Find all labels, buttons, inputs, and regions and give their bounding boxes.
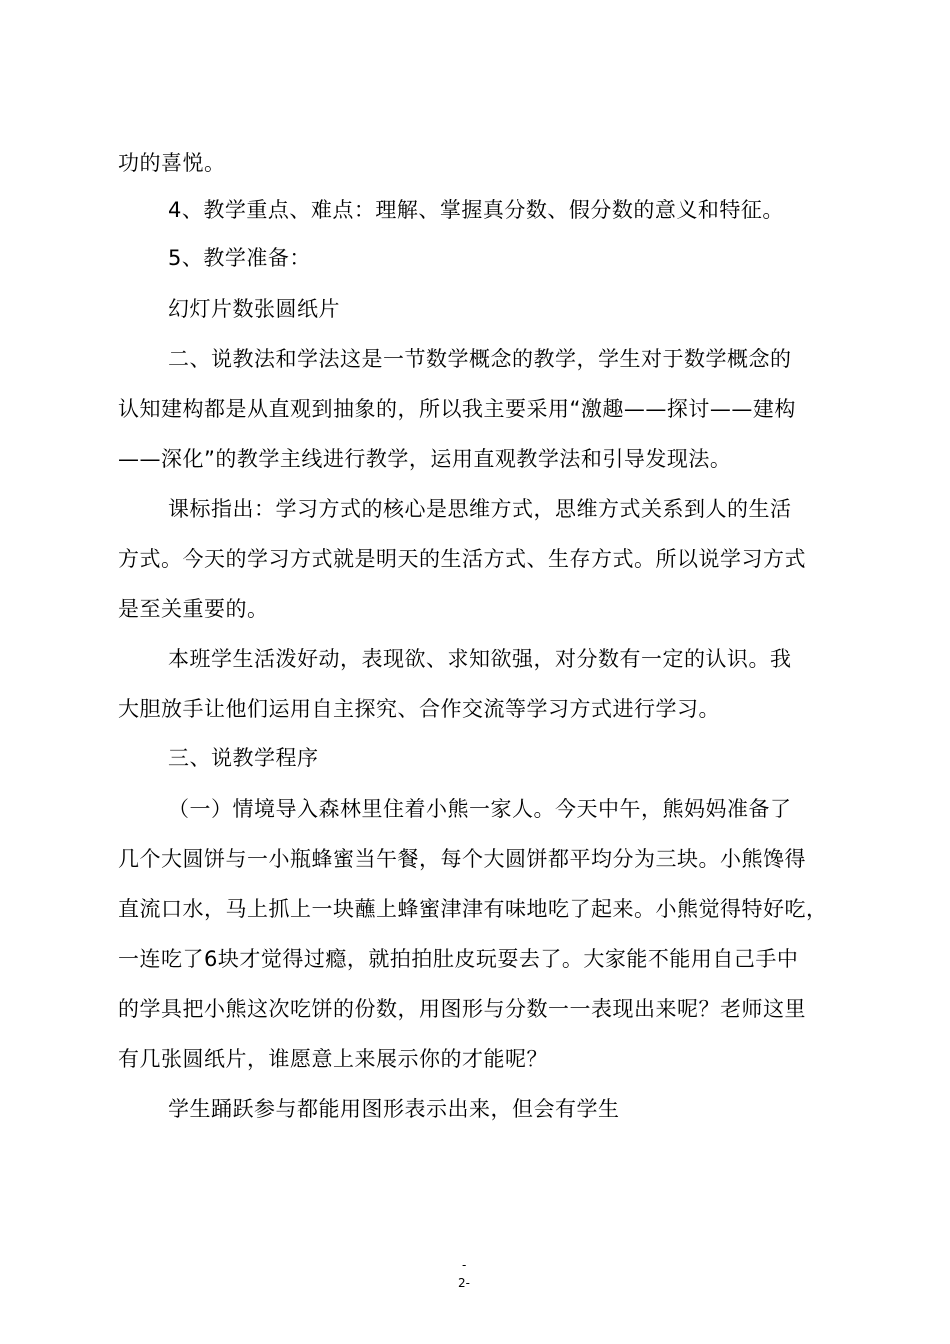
text-line: （一）情境导入森林里住着小熊一家人。今天中午，熊妈妈准备了 bbox=[168, 797, 792, 821]
text-line: 直流口水，马上抓上一块蘸上蜂蜜津津有味地吃了起来。小熊觉得特好吃， bbox=[118, 897, 828, 921]
text-line: 三、说教学程序 bbox=[168, 746, 319, 770]
text-line: 大胆放手让他们运用自主探究、合作交流等学习方式进行学习。 bbox=[118, 697, 720, 721]
text-line: 是至关重要的。 bbox=[118, 597, 269, 621]
text-line: 课标指出：学习方式的核心是思维方式，思维方式关系到人的生活 bbox=[168, 497, 792, 521]
text-line: 方式。今天的学习方式就是明天的生活方式、生存方式。所以说学习方式 bbox=[118, 547, 806, 571]
footer-dash: - bbox=[462, 1258, 467, 1272]
text-line: 有几张圆纸片，谁愿意上来展示你的才能呢？ bbox=[118, 1047, 548, 1071]
text-line: 一连吃了6块才觉得过瘾，就拍拍肚皮玩耍去了。大家能不能用自己手中 bbox=[118, 947, 799, 971]
text-line: 功的喜悦。 bbox=[118, 151, 226, 175]
text-line: 本班学生活泼好动，表现欲、求知欲强，对分数有一定的认识。我 bbox=[168, 647, 792, 671]
page-number: 2- bbox=[458, 1276, 470, 1290]
text-line: 4、教学重点、难点：理解、掌握真分数、假分数的意义和特征。 bbox=[168, 198, 784, 222]
text-line: 5、教学准备： bbox=[168, 246, 311, 270]
text-line: 学生踊跃参与都能用图形表示出来，但会有学生 bbox=[168, 1097, 620, 1121]
text-line: 幻灯片数张圆纸片 bbox=[168, 297, 340, 321]
text-line: 认知建构都是从直观到抽象的，所以我主要采用“激趣——探讨——建构 bbox=[118, 397, 796, 421]
text-line: ——深化”的教学主线进行教学，运用直观教学法和引导发现法。 bbox=[118, 447, 732, 471]
text-line: 的学具把小熊这次吃饼的份数，用图形与分数一一表现出来呢？老师这里 bbox=[118, 997, 806, 1021]
text-line: 几个大圆饼与一小瓶蜂蜜当午餐，每个大圆饼都平均分为三块。小熊馋得 bbox=[118, 847, 806, 871]
text-line: 二、说教法和学法这是一节数学概念的教学，学生对于数学概念的 bbox=[168, 347, 792, 371]
